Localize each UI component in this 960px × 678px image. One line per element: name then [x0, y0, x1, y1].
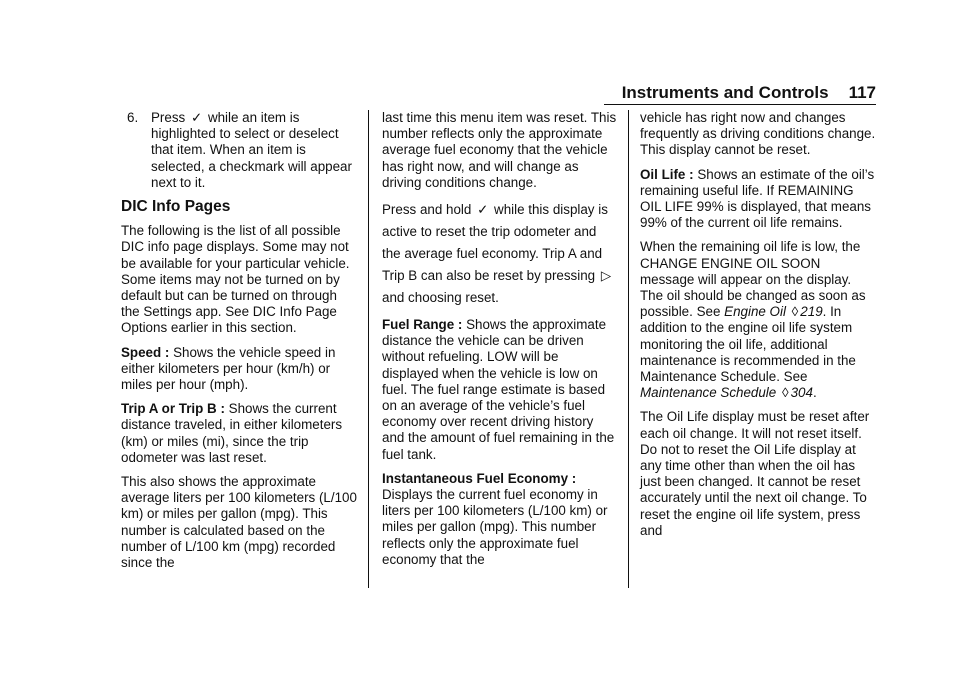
page-ref-number: 219 — [800, 304, 823, 320]
engine-oil-link[interactable]: Engine Oil — [724, 304, 786, 320]
step-number: 6. — [127, 110, 139, 125]
continuation-paragraph: vehicle has right now and changes frequently as driving conditions change. This display cannot be reset. — [640, 110, 876, 158]
page-reference-icon: ◊ — [781, 385, 789, 401]
intro-paragraph: The following is the list of all possible DIC info page displays. Some may not be available for your particular vehicle. Some items may not be turned on by default but can be turned on through the Settings app. See DIC Info Page Options earlier in this section. — [121, 223, 350, 336]
speed-entry: Speed : Shows the vehicle speed in either kilometers per hour (km/h) or miles per hour (mph). — [121, 344, 336, 393]
step-text: Press ✓ while an item is highlighted to select or deselect that item. When an item is selected, a checkmark will appear next to it. — [151, 110, 352, 190]
header-rule — [604, 104, 876, 105]
check-icon: ✓ — [190, 110, 203, 125]
page-number: 117 — [848, 83, 876, 102]
page-reference-icon: ◊ — [791, 304, 799, 320]
fuel-range-entry: Fuel Range : Shows the approximate distance the vehicle can be driven without refueling. LOW will be displayed when the vehicle is low on fuel. The fuel range estimate is based on an average of the vehicle’s fuel economy over recent driving history and the amount of fuel remaining in the fuel tank. — [382, 317, 615, 462]
column-2 — [382, 110, 618, 576]
continuation-paragraph: last time this menu item was reset. This number reflects only the approximate average fuel economy that the vehicle has right now, and will change as driving conditions change. — [382, 110, 617, 190]
section-title: Instruments and Controls — [621, 83, 829, 102]
page-ref-number: 304 — [790, 385, 813, 401]
check-icon: ✓ — [477, 202, 489, 218]
column-divider — [628, 110, 629, 588]
column-1 — [121, 110, 357, 579]
next-arrow-icon: ▷ — [600, 268, 612, 284]
oil-life-entry: Oil Life : Shows an estimate of the oil’s remaining useful life. If REMAINING OIL LIFE 99% is displayed, that means 99% of the current oil life remains. — [640, 166, 875, 231]
column-divider — [368, 110, 369, 588]
trip-more-paragraph: This also shows the approximate average liters per 100 kilometers (L/100 km) or miles per gallon (mpg). This number is calculated based on the number of L/100 km (mpg) recorded since the — [121, 474, 357, 571]
trip-entry: Trip A or Trip B : Shows the current distance traveled, in either kilometers (km) or miles (mi), since the trip odometer was last reset. — [121, 401, 343, 465]
instantaneous-fuel-entry: Instantaneous Fuel Economy : Displays the current fuel economy in liters per 100 kilometers (L/100 km) or miles per gallon (mpg). This number reflects only the approximate fuel economy that the — [382, 470, 608, 567]
maintenance-schedule-link[interactable]: Maintenance Schedule — [640, 385, 777, 401]
oil-low-paragraph: When the remaining oil life is low, the CHANGE ENGINE OIL SOON message will appear on the display. The oil should be changed as soon as possible. See Engine Oil ◊ 219. In addition to the engine oil life system monitoring the oil life, additional maintenance is recommended in the Maintenance Schedule. See Maintenance Schedule ◊ 304. — [640, 239, 866, 401]
reset-paragraph: Press and hold ✓ while this display is active to reset the trip odometer and the average fuel economy. Trip A and Trip B can also be reset by pressing ▷ and choosing reset. — [382, 199, 618, 309]
section-heading: DIC Info Pages — [121, 198, 231, 216]
oil-reset-paragraph: The Oil Life display must be reset after each oil change. It will not reset itself. Do not to reset the Oil Life display at any time other than when the oil has just been changed. It cannot be reset accurately until the next oil change. To reset the engine oil life system, press and — [640, 409, 870, 538]
step-6 — [121, 110, 357, 191]
column-3 — [640, 110, 876, 547]
